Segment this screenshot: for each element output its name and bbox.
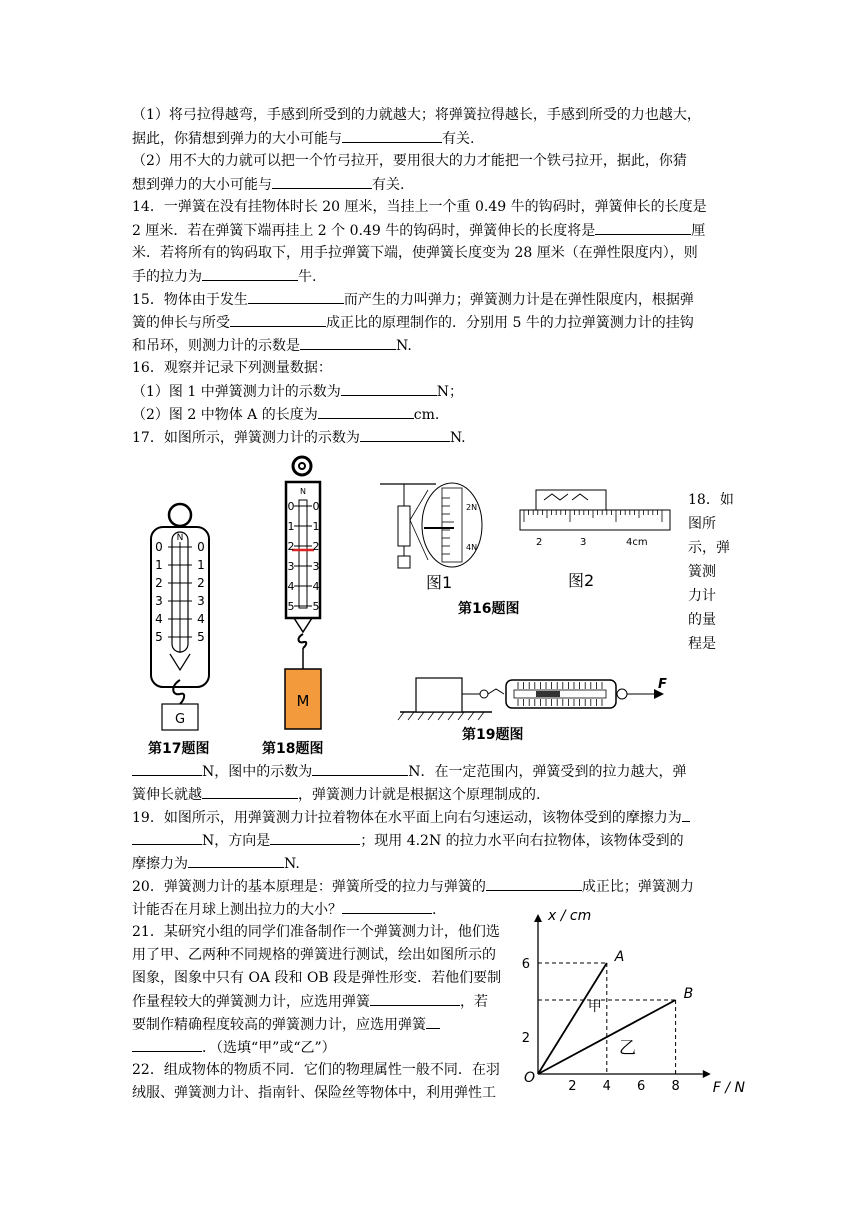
series-label: B xyxy=(683,986,694,1002)
q18-text: ，弹簧测力计就是根据这个原理制成的. xyxy=(298,787,541,803)
y-axis-label: x / cm xyxy=(548,908,592,924)
x-tick-label: 8 xyxy=(671,1079,680,1094)
q18-side-line: 图所 xyxy=(688,516,716,532)
x-tick-label: 6 xyxy=(637,1079,646,1094)
answer-blank[interactable] xyxy=(312,760,408,776)
scale-label: 5 xyxy=(155,630,163,644)
q19-text: N. xyxy=(284,856,300,872)
answer-blank[interactable] xyxy=(272,173,372,189)
q16-line2 xyxy=(132,380,463,403)
answer-blank[interactable] xyxy=(230,311,326,327)
q13-line2 xyxy=(132,127,474,150)
q15-line3 xyxy=(132,334,412,357)
region-label: 甲 xyxy=(587,999,602,1016)
q20-text: 成正比；弹簧测力 xyxy=(581,879,694,895)
scale-label: 4 xyxy=(155,612,163,626)
q19-line1 xyxy=(132,806,690,829)
q20-text: . xyxy=(432,902,437,918)
q21-text: 要制作精确程度较高的弹簧测力计，应选用弹簧 xyxy=(132,1017,426,1033)
caption-fig18: 第18题图 xyxy=(262,741,324,757)
q19-line3 xyxy=(132,852,300,875)
q18-side-line: 程是 xyxy=(688,636,716,652)
q13-text: 想到弹力的大小可能与 xyxy=(132,177,272,193)
q21-text: 作量程较大的弹簧测力计，应选用弹簧 xyxy=(132,994,370,1010)
q15-text: 和吊环，则测力计的示数是 xyxy=(132,338,300,354)
q16-text: cm. xyxy=(413,407,440,423)
q22-line1: 22．组成物体的物质不同．它们的物理属性一般不同．在羽 xyxy=(132,1062,500,1078)
answer-blank[interactable] xyxy=(248,288,344,304)
q15-line2 xyxy=(132,311,694,334)
answer-blank[interactable] xyxy=(426,1013,440,1029)
q17-text: 17．如图所示，弹簧测力计的示数为 xyxy=(132,430,360,446)
q21-line2: 用了甲、乙两种不同规格的弹簧进行测试，绘出如图所示的 xyxy=(132,947,496,963)
scale-label: 0 xyxy=(197,540,205,554)
scale-label: 3 xyxy=(287,560,295,573)
q18-text: N．在一定范围内，弹簧受到的拉力越大，弹 xyxy=(408,764,687,780)
answer-blank[interactable] xyxy=(342,127,442,143)
answer-blank[interactable] xyxy=(341,380,437,396)
force-label: F xyxy=(658,677,667,692)
scale-label: 4 xyxy=(287,580,295,593)
scale-label: 2 xyxy=(197,576,205,590)
q19-text: N，方向是 xyxy=(202,833,271,849)
q18-side-line: 18．如 xyxy=(688,492,734,508)
q19-text: 19．如图所示，用弹簧测力计拉着物体在水平面上向右匀速运动，该物体受到的摩擦力为 xyxy=(132,810,682,826)
answer-blank[interactable] xyxy=(300,334,396,350)
scale-label: 1 xyxy=(155,558,163,572)
q13-line3: （2）用不大的力就可以把一个竹弓拉开，要用很大的力才能把一个铁弓拉开，据此，你猜 xyxy=(132,153,687,169)
scale-label: 2 xyxy=(287,540,295,553)
q14-line3: 米．若将所有的钩码取下，用手拉弹簧下端，使弹簧长度变为 28 厘米（在弹性限度内），则 xyxy=(132,245,698,261)
q18-side-line: 示，弹 xyxy=(688,540,730,556)
mark-label: 2N xyxy=(466,503,478,512)
q19-line2 xyxy=(132,829,684,852)
y-tick-label: 2 xyxy=(521,1031,530,1046)
q16-text: （2）图 2 中物体 A 的长度为 xyxy=(132,407,318,423)
weight-m-label: M xyxy=(296,692,310,710)
scale-label: 1 xyxy=(197,558,205,572)
q13-line1: （1）将弓拉得越弯，手感到所受到的力就越大；将弹簧拉得越长，手感到所受的力也越大， xyxy=(132,107,701,123)
answer-blank[interactable] xyxy=(595,219,691,235)
scale-label: 2 xyxy=(312,540,320,553)
q15-text: 成正比的原理制作的．分别用 5 牛的力拉弹簧测力计的挂钩 xyxy=(326,315,694,331)
q18-line1 xyxy=(132,760,687,783)
answer-blank[interactable] xyxy=(342,898,432,914)
ruler-label: 3 xyxy=(580,537,587,548)
q18-text: N，图中的示数为 xyxy=(202,764,313,780)
q13-text: 据此，你猜想到弹力的大小可能与 xyxy=(132,131,342,147)
q20-text: 计能否在月球上测出拉力的大小？ xyxy=(132,902,342,918)
spring-scale-18 xyxy=(270,444,340,744)
caption-fig17: 第17题图 xyxy=(148,741,210,757)
caption-fig19: 第19题图 xyxy=(462,727,524,743)
q18-side-text xyxy=(688,488,734,656)
scale-label: 3 xyxy=(312,560,320,573)
answer-blank[interactable] xyxy=(360,426,450,442)
q20-line2 xyxy=(132,898,436,921)
q14-text: 手的拉力为 xyxy=(132,269,202,285)
answer-blank[interactable] xyxy=(132,829,202,845)
scale-label: 5 xyxy=(287,600,295,613)
q22-line2: 绒服、弹簧测力计、指南针、保险丝等物体中，利用弹性工 xyxy=(132,1085,496,1101)
origin-label: O xyxy=(524,1070,536,1086)
block xyxy=(416,678,462,712)
scale-label: 3 xyxy=(155,594,163,608)
scale-unit: N xyxy=(176,533,184,543)
series-label: A xyxy=(614,949,625,965)
q18-line2 xyxy=(132,783,540,806)
q16-text: （1）图 1 中弹簧测力计的示数为 xyxy=(132,384,341,400)
image2-label: 图2 xyxy=(568,571,595,590)
scale-label: 0 xyxy=(155,540,163,554)
q19-text: ；现用 4.2N 的拉力水平向右拉物体，该物体受到的 xyxy=(360,833,684,849)
q15-text: N. xyxy=(396,338,412,354)
answer-blank[interactable] xyxy=(270,829,360,845)
q21-text: ．（选填“甲”或“乙”） xyxy=(202,1040,336,1056)
q15-text: 15．物体由于发生 xyxy=(132,292,248,308)
spring-scale-17 xyxy=(151,504,209,730)
q13-line4 xyxy=(132,173,404,196)
q14-line4 xyxy=(132,265,316,288)
scale-label: 5 xyxy=(312,600,320,613)
q21-chart xyxy=(518,906,745,1096)
q16-line1: 16．观察并记录下列测量数据： xyxy=(132,360,332,376)
ruler-label: 2 xyxy=(536,537,543,548)
q21-line5 xyxy=(132,1013,440,1036)
q21-line1: 21．某研究小组的同学们准备制作一个弹簧测力计，他们选 xyxy=(132,924,500,940)
x-axis-arrow xyxy=(703,1070,711,1078)
scale-label: 0 xyxy=(312,500,320,513)
q16-text: N； xyxy=(436,384,463,400)
figure-16 xyxy=(376,470,686,600)
weight-g-label: G xyxy=(174,712,186,727)
answer-blank[interactable] xyxy=(486,875,582,891)
scale-label: 2 xyxy=(155,576,163,590)
q20-line1 xyxy=(132,875,694,898)
answer-blank[interactable] xyxy=(202,265,298,281)
q21-text: ，若 xyxy=(460,994,488,1010)
image1-label: 图1 xyxy=(426,573,453,592)
y-tick-label: 6 xyxy=(521,957,530,972)
scale-label: 3 xyxy=(197,594,205,608)
figure-19 xyxy=(396,664,686,724)
q17-text: N. xyxy=(449,430,466,446)
q14-text: 牛. xyxy=(298,269,317,285)
answer-blank[interactable] xyxy=(188,852,284,868)
q13-text: 有关. xyxy=(372,177,405,193)
scale-label: 4 xyxy=(312,580,320,593)
q15-text: 簧的伸长与所受 xyxy=(132,315,230,331)
chart-labels xyxy=(522,908,746,1096)
fig16-image2 xyxy=(520,490,670,548)
x-axis-label: F / N xyxy=(712,1080,745,1096)
q16-line3 xyxy=(132,403,439,426)
q14-text: 厘 xyxy=(691,223,706,239)
mark-label: 4N xyxy=(466,543,478,552)
q19-text: 摩擦力为 xyxy=(132,856,188,872)
scale-label: 1 xyxy=(287,520,295,533)
q18-side-line: 力计 xyxy=(688,588,716,604)
q15-text: 而产生的力叫弹力；弹簧测力计是在弹性限度内，根据弹 xyxy=(343,292,694,308)
scale-label: 4 xyxy=(197,612,205,626)
q18-side-line: 的量 xyxy=(688,612,716,628)
y-axis-arrow xyxy=(534,914,542,922)
answer-blank[interactable] xyxy=(132,760,202,776)
scale-unit: N xyxy=(300,487,306,496)
x-tick-label: 4 xyxy=(602,1079,611,1094)
region-label: 乙 xyxy=(618,1038,636,1059)
answer-blank[interactable] xyxy=(202,783,298,799)
series-line-A xyxy=(538,963,607,1074)
q14-line2 xyxy=(132,219,705,242)
scale-label: 5 xyxy=(197,630,205,644)
scale-label: 1 xyxy=(312,520,320,533)
q14-line1: 14．一弹簧在没有挂物体时长 20 厘米，当挂上一个重 0.49 牛的钩码时，弹簧伸长的长度是 xyxy=(132,199,707,215)
q15-line1 xyxy=(132,288,694,311)
q21-line3: 图象，图象中只有 OA 段和 OB 段是弹性形变．若他们要制 xyxy=(132,970,502,986)
ruler-label: 4cm xyxy=(626,537,648,548)
q21-line6 xyxy=(132,1036,336,1059)
q18-text: 簧伸长就越 xyxy=(132,787,202,803)
q13-text: 有关. xyxy=(442,131,475,147)
fig16-image1 xyxy=(380,483,482,568)
q14-text: 2 厘米．若在弹簧下端再挂上 2 个 0.49 牛的钩码时，弹簧伸长的长度将是 xyxy=(132,223,596,239)
q20-text: 20．弹簧测力计的基本原理是：弹簧所受的拉力与弹簧的 xyxy=(132,879,486,895)
q21-line4 xyxy=(132,990,488,1013)
answer-blank[interactable] xyxy=(682,806,690,822)
answer-blank[interactable] xyxy=(132,1036,202,1052)
caption-fig16: 第16题图 xyxy=(458,601,520,617)
scale-label: 0 xyxy=(287,500,295,513)
x-tick-label: 2 xyxy=(568,1079,577,1094)
answer-blank[interactable] xyxy=(370,990,460,1006)
chart-guides xyxy=(538,963,676,1074)
q18-side-line: 簧测 xyxy=(688,564,716,580)
answer-blank[interactable] xyxy=(318,403,414,419)
